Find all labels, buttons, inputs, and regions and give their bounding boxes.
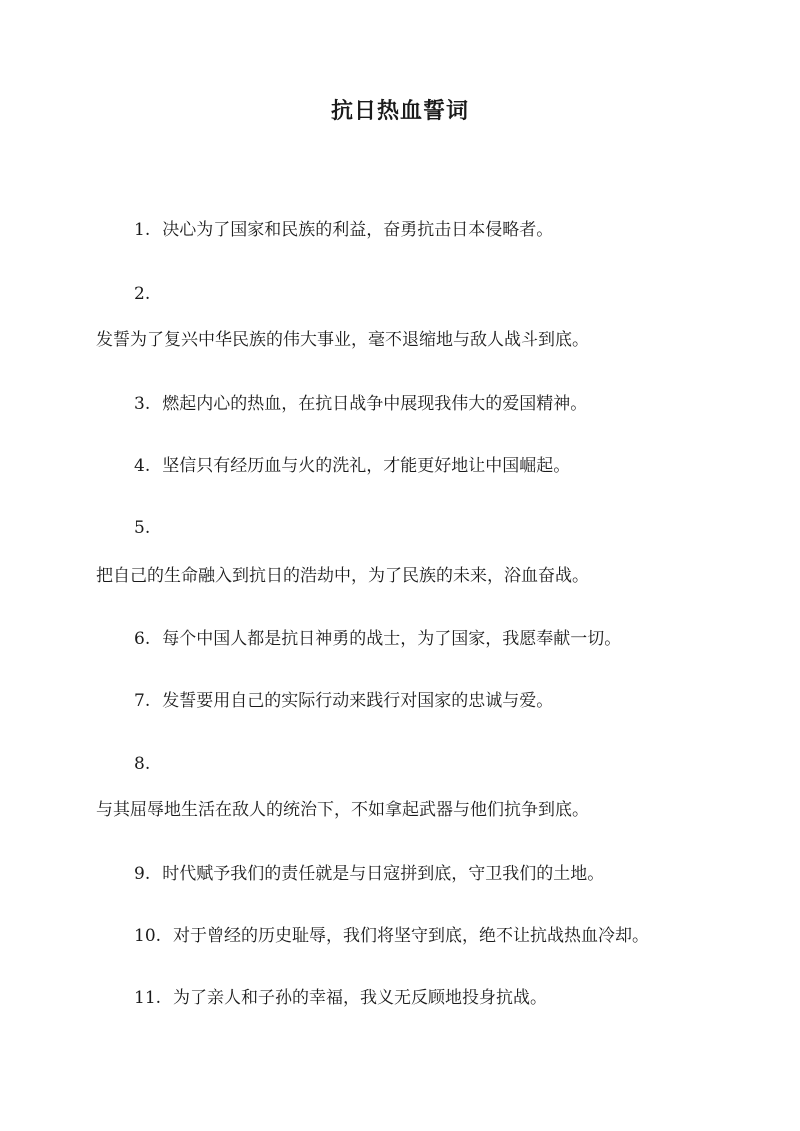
- list-item: [134, 627, 621, 651]
- item-number: 3.: [134, 394, 151, 414]
- item-text: 每个中国人都是抗日神勇的战士，为了国家，我愿奉献一切。: [162, 629, 622, 649]
- list-item-text-line: [96, 564, 589, 588]
- item-text: 决心为了国家和民族的利益，奋勇抗击日本侵略者。: [162, 220, 554, 240]
- item-text: 为了亲人和子孙的幸福，我义无反顾地投身抗战。: [173, 988, 548, 1008]
- list-item-number-line: [134, 752, 150, 776]
- list-item: [134, 218, 553, 242]
- item-number: 6.: [134, 629, 151, 649]
- item-number: 2.: [134, 284, 151, 304]
- item-number: 8.: [134, 754, 151, 774]
- list-item: [134, 454, 570, 478]
- list-item-text-line: [96, 798, 589, 822]
- list-item: [134, 862, 604, 886]
- item-text: 时代赋予我们的责任就是与日寇拼到底，守卫我们的土地。: [162, 864, 605, 884]
- list-item-number-line: [134, 516, 150, 540]
- item-text: 发誓要用自己的实际行动来践行对国家的忠诚与爱。: [162, 691, 554, 711]
- list-item: [134, 392, 587, 416]
- item-text: 对于曾经的历史耻辱，我们将坚守到底，绝不让抗战热血冷却。: [173, 926, 650, 946]
- item-number: 10.: [134, 926, 162, 946]
- item-text: 燃起内心的热血，在抗日战争中展现我伟大的爱国精神。: [162, 394, 588, 414]
- item-number: 4.: [134, 456, 151, 476]
- list-item-number-line: [134, 282, 150, 306]
- item-number: 7.: [134, 691, 151, 711]
- item-text: 发誓为了复兴中华民族的伟大事业，毫不退缩地与敌人战斗到底。: [96, 330, 589, 350]
- list-item: [134, 689, 553, 713]
- page-title: 抗日热血誓词: [330, 98, 469, 124]
- list-item: [134, 986, 547, 1010]
- item-text: 与其屈辱地生活在敌人的统治下，不如拿起武器与他们抗争到底。: [96, 800, 589, 820]
- item-number: 1.: [134, 220, 151, 240]
- item-text: 把自己的生命融入到抗日的浩劫中，为了民族的未来，浴血奋战。: [96, 566, 589, 586]
- item-number: 9.: [134, 864, 151, 884]
- list-item: [134, 924, 649, 948]
- item-number: 5.: [134, 518, 151, 538]
- item-text: 坚信只有经历血与火的洗礼，才能更好地让中国崛起。: [162, 456, 571, 476]
- item-number: 11.: [134, 988, 162, 1008]
- list-item-text-line: [96, 328, 589, 352]
